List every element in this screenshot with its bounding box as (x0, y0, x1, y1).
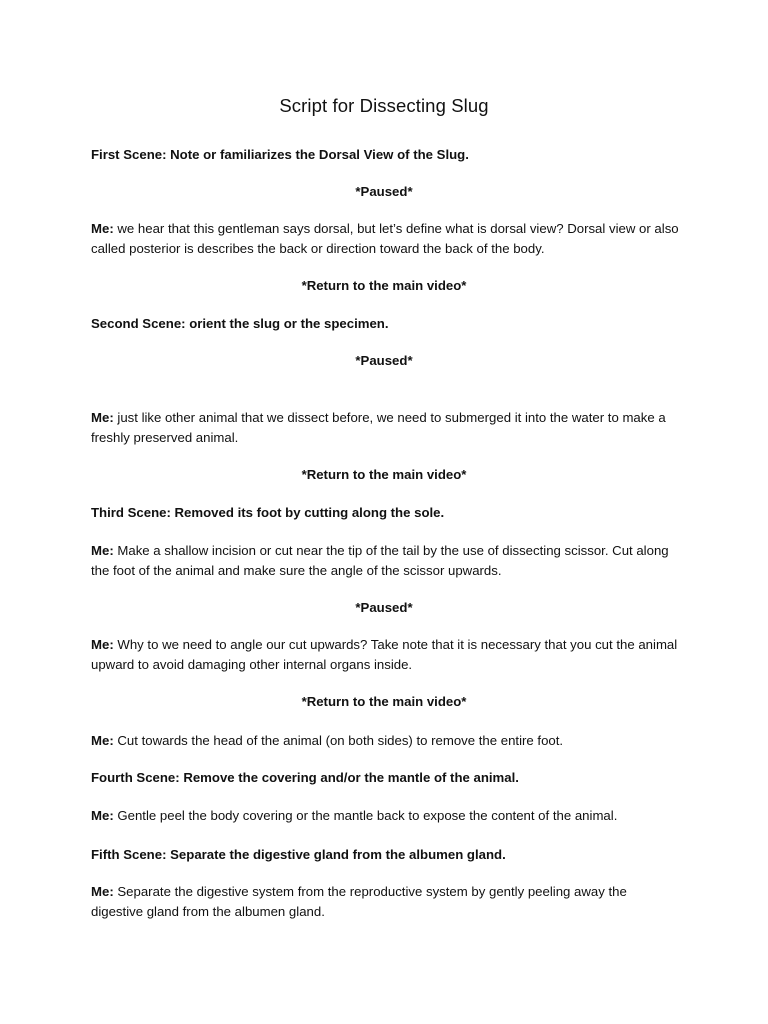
paused-marker-1: *Paused* (355, 184, 413, 199)
scene-heading-1: First Scene: Note or familiarizes the Dorsal View of the Slug. (91, 147, 469, 162)
narration-text: Cut towards the head of the animal (on both sides) to remove the entire foot. (113, 733, 564, 748)
narration-text: we hear that this gentleman says dorsal, but let’s define what is dorsal view? Dorsal view or also called posterior is describes the back or direction toward the back of the body. (91, 221, 679, 256)
speaker-label: Me: (91, 808, 114, 823)
narration-paragraph-7 (91, 882, 681, 922)
narration-paragraph-1 (91, 219, 681, 259)
paused-marker-3: *Paused* (355, 600, 413, 615)
speaker-label: Me: (91, 221, 114, 236)
paused-marker-2: *Paused* (355, 353, 413, 368)
scene-heading-4: Fourth Scene: Remove the covering and/or the mantle of the animal. (91, 770, 519, 785)
page-title: Script for Dissecting Slug (279, 95, 489, 116)
narration-text: just like other animal that we dissect before, we need to submerged it into the water to make a freshly preserved animal. (91, 410, 666, 445)
scene-heading-2: Second Scene: orient the slug or the specimen. (91, 316, 389, 331)
narration-text: Why to we need to angle our cut upwards? Take note that it is necessary that you cut the animal upward to avoid damaging other internal organs inside. (91, 637, 678, 672)
return-marker-3: *Return to the main video* (301, 694, 467, 709)
narration-paragraph-3 (91, 541, 681, 581)
scene-heading-3: Third Scene: Removed its foot by cutting along the sole. (91, 505, 445, 520)
speaker-label: Me: (91, 637, 114, 652)
speaker-label: Me: (91, 733, 114, 748)
narration-text: Make a shallow incision or cut near the tip of the tail by the use of dissecting scissor. Cut along the foot of the animal and make sure the angle of the scissor upwards. (91, 543, 669, 578)
speaker-label: Me: (91, 410, 114, 425)
speaker-label: Me: (91, 543, 114, 558)
narration-paragraph-4 (91, 635, 681, 675)
scene-heading-5: Fifth Scene: Separate the digestive gland from the albumen gland. (91, 847, 506, 862)
narration-text: Separate the digestive system from the reproductive system by gently peeling away the digestive gland from the albumen gland. (91, 884, 627, 919)
return-marker-2: *Return to the main video* (301, 467, 467, 482)
return-marker-1: *Return to the main video* (301, 278, 467, 293)
narration-paragraph-5 (91, 731, 681, 751)
narration-paragraph-6 (91, 806, 681, 826)
speaker-label: Me: (91, 884, 114, 899)
narration-paragraph-2 (91, 408, 681, 448)
narration-text: Gentle peel the body covering or the mantle back to expose the content of the animal. (113, 808, 618, 823)
